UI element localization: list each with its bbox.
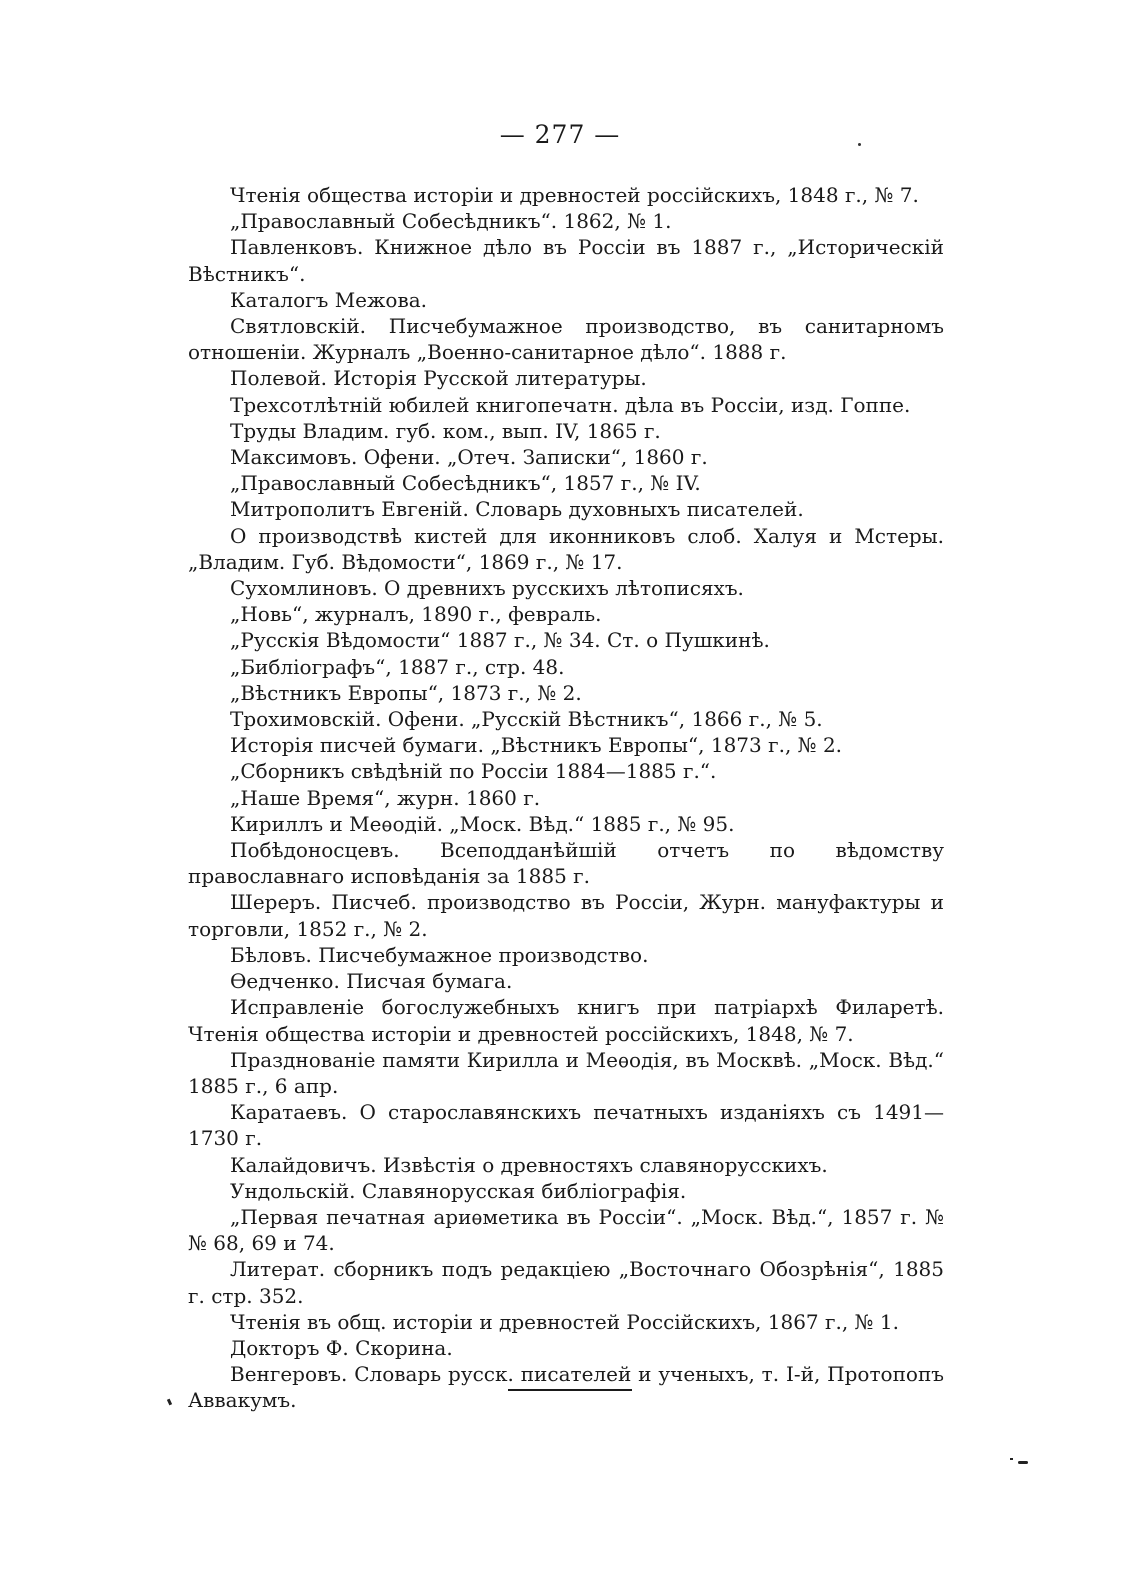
bibliography-entry: Ѳедченко. Писчая бумага.: [230, 969, 513, 994]
bibliography-entry: Побѣдоносцевъ. Всеподданѣйшій отчетъ по вѣдомству православнаго исповѣданія за 1885 г.: [188, 838, 944, 889]
print-speck: [858, 143, 861, 146]
bibliography-entry: Каталогъ Межова.: [230, 287, 427, 312]
bibliography-entry: Каратаевъ. О старославянскихъ печатныхъ изданіяхъ съ 1491—1730 г.: [188, 1100, 944, 1151]
bibliography-entry: Шереръ. Писчеб. производство въ Россіи, Журн. мануфактуры и торговли, 1852 г., № 2.: [188, 890, 944, 941]
bibliography-entry: „Вѣстникъ Европы“, 1873 г., № 2.: [230, 680, 582, 705]
bibliography-entry: „Православный Собесѣдникъ“. 1862, № 1.: [230, 209, 672, 234]
bibliography-entry: Калайдовичъ. Извѣстія о древностяхъ славянорусскихъ.: [230, 1152, 828, 1177]
bibliography-entry: Павленковъ. Книжное дѣло въ Россіи въ 1887 г., „Историческій Вѣстникъ“.: [188, 235, 944, 286]
page-number: — 277 —: [499, 120, 621, 149]
print-speck: [1018, 1461, 1028, 1464]
bibliography-entry: О производствѣ кистей для иконниковъ слоб. Халуя и Мстеры. „Владим. Губ. Вѣдомости“, 1869 г., № 17.: [188, 523, 944, 574]
bibliography-entry: „Православный Собесѣдникъ“, 1857 г., № IV.: [230, 471, 701, 496]
bibliography-entry: Трохимовскій. Офени. „Русскій Вѣстникъ“, 1866 г., № 5.: [230, 707, 823, 732]
bibliography-entry: Чтенія общества исторіи и древностей россійскихъ, 1848 г., № 7.: [230, 183, 919, 207]
end-rule: [508, 1389, 632, 1391]
bibliography-entry: Литерат. сборникъ подъ редакціею „Восточнаго Обозрѣнія“, 1885 г. стр. 352.: [188, 1257, 944, 1308]
bibliography-entry: Исправленіе богослужебныхъ книгъ при патріархѣ Филаретѣ. Чтенія общества исторіи и древностей россійскихъ, 1848, № 7.: [188, 995, 944, 1046]
bibliography-entry: Исторія писчей бумаги. „Вѣстникъ Европы“, 1873 г., № 2.: [230, 733, 843, 758]
bibliography-entry: Ундольскій. Славянорусская библіографія.: [230, 1178, 687, 1203]
bibliography-entry: Труды Владим. губ. ком., вып. IV, 1865 г.: [230, 418, 661, 443]
bibliography-entry: „Первая печатная ариѳметика въ Россіи“. „Моск. Вѣд.“, 1857 г. №№ 68, 69 и 74.: [188, 1204, 944, 1256]
bibliography-entry: Митрополитъ Евгеній. Словарь духовныхъ писателей.: [230, 497, 804, 522]
print-speck: [167, 1399, 172, 1406]
bibliography-entry: Трехсотлѣтній юбилей книгопечатн. дѣла въ Россіи, изд. Гоппе.: [230, 392, 911, 417]
bibliography-entry: Святловскій. Писчебумажное производство, въ санитарномъ отношеніи. Журналъ „Военно-санитарное дѣло“. 1888 г.: [188, 314, 944, 365]
bibliography-entry: Чтенія въ общ. исторіи и древностей Россійскихъ, 1867 г., № 1.: [230, 1309, 899, 1334]
bibliography-entry: „Библіографъ“, 1887 г., стр. 48.: [230, 654, 565, 679]
bibliography-entry: Докторъ Ф. Скорина.: [230, 1335, 453, 1360]
bibliography-list: [188, 182, 944, 1414]
bibliography-entry: „Сборникъ свѣдѣній по Россіи 1884—1885 г.“.: [230, 759, 717, 784]
bibliography-entry: Венгеровъ. Словарь русск. писателей и ученыхъ, т. I-й, Протопопъ Аввакумъ.: [188, 1362, 944, 1413]
bibliography-entry: „Наше Время“, журн. 1860 г.: [230, 785, 541, 810]
print-speck: [1010, 1458, 1013, 1460]
bibliography-entry: „Новь“, журналъ, 1890 г., февраль.: [230, 602, 602, 627]
bibliography-entry: Сухомлиновъ. О древнихъ русскихъ лѣтописяхъ.: [230, 576, 744, 601]
bibliography-entry: Празднованіе памяти Кирилла и Меѳодія, въ Москвѣ. „Моск. Вѣд.“ 1885 г., 6 апр.: [188, 1047, 944, 1098]
bibliography-entry: „Русскія Вѣдомости“ 1887 г., № 34. Ст. о Пушкинѣ.: [230, 628, 770, 653]
bibliography-entry: Кириллъ и Меѳодій. „Моск. Вѣд.“ 1885 г., № 95.: [230, 811, 735, 836]
bibliography-entry: Полевой. Исторія Русской литературы.: [230, 366, 647, 391]
bibliography-entry: Максимовъ. Офени. „Отеч. Записки“, 1860 г.: [230, 445, 708, 470]
bibliography-entry: Бѣловъ. Писчебумажное производство.: [230, 942, 649, 967]
